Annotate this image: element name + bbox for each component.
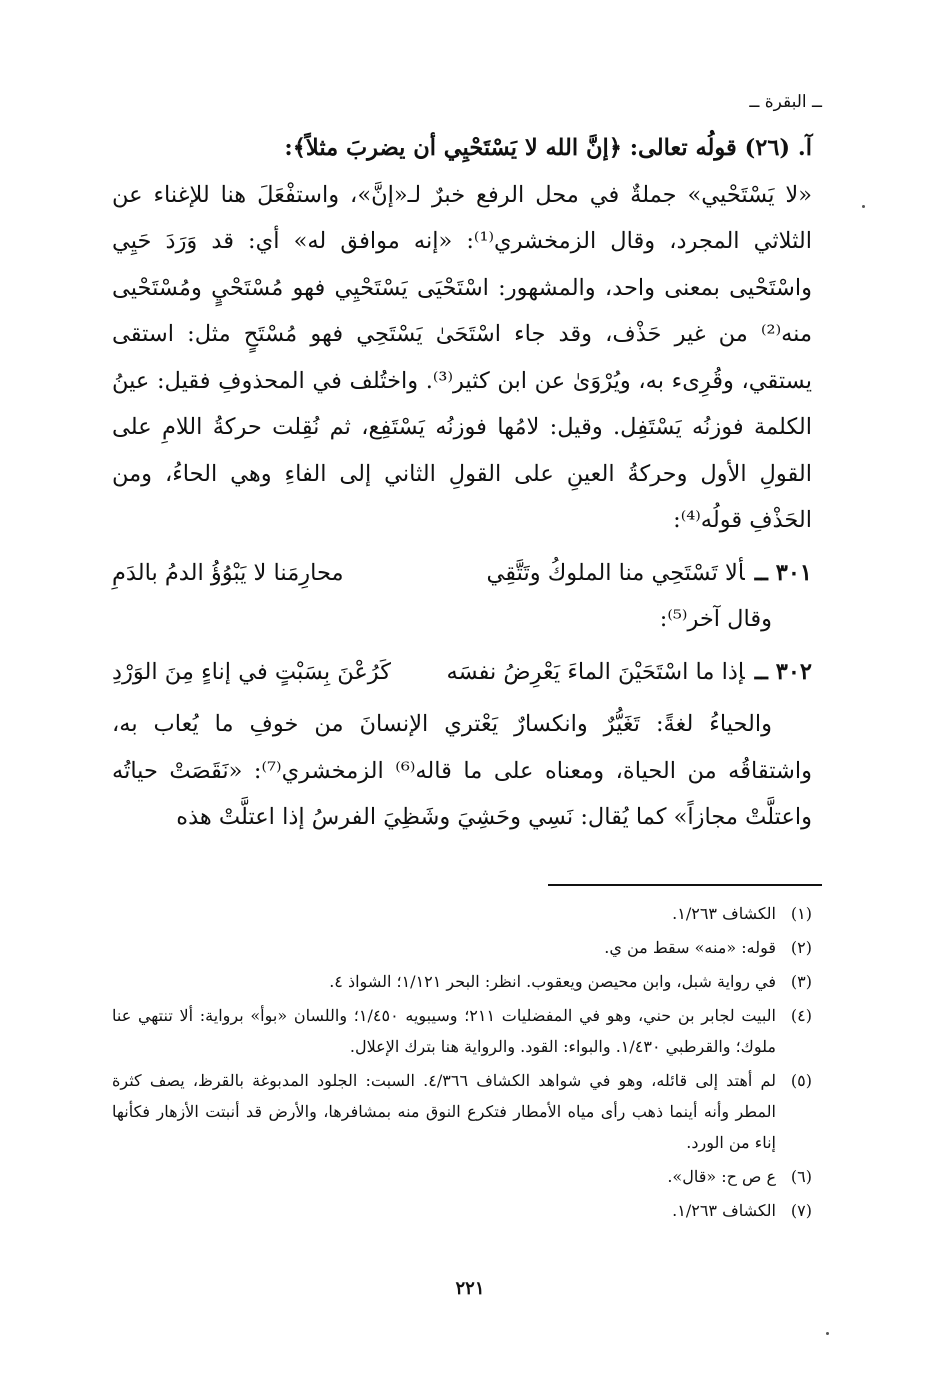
- main-text: [112, 125, 812, 841]
- footnote-separator: [548, 884, 822, 886]
- footnote-4: [112, 1000, 812, 1062]
- poem-301-second-hemistich: محارِمَنا لا يَبْوُؤُ الدمُ بالدَمِ: [112, 559, 344, 586]
- footnote-text: الكشاف ١/٢٦٣.: [672, 1201, 776, 1220]
- footnote-3: [112, 966, 812, 997]
- poem-302-hemi1-text: إذا ما اسْتَحَيْنَ الماءَ يَعْرِضُ نفسَه: [446, 658, 745, 685]
- footnote-text: البيت لجابر بن حني، وهو في المفضليات ٢١١؛ وسيبويه ١/٤٥٠؛ واللسان «بوأ» برواية: ألا تنتهي عنا ملوك؛ والقرطبي ١/٤٣٠. والبواء: القود. والرواية هنا بترك الإعلال.: [112, 1006, 777, 1056]
- page-number: ٢٢١: [455, 1278, 485, 1299]
- running-header: ــ البقرة ــ: [749, 92, 822, 112]
- verse-heading: آ. (٢٦) قولُه تعالى: ﴿إنَّ الله لا يَسْتَحْيِي أن يضربَ مثلاً﴾:: [284, 135, 812, 161]
- poem-301-number: ٣٠١ ــ: [754, 559, 812, 586]
- footnote-text: الكشاف ١/٢٦٣.: [672, 904, 776, 923]
- poem-301-first-hemistich: [487, 550, 812, 597]
- footnotes: [112, 898, 812, 1229]
- footnote-text: ع ص ح: «قال».: [667, 1167, 776, 1186]
- poem-intro-line: وقال آخر⁽⁵⁾:: [659, 606, 772, 632]
- poem-301-hemi1-text: ألا تَسْتَحِي منا الملوكُ وتَتَّقِي: [486, 559, 745, 586]
- footnote-number: (٦): [790, 1167, 812, 1186]
- paragraph-2: والحياءُ لغةً: تَغَيُّرٌ وانكسارٌ يَعْتري الإنسانَ من خوفِ ما يُعاب به، واشتقاقُه من الحياة، ومعناه على ما قاله⁽⁶⁾ الزمخشري⁽⁷⁾: «نَقَصَتْ حياتُه واعتلَّتْ مجازاً» كما يُقال: نَسِي وحَشِيَ وشَظِيَ الفرسُ إذا اعتلَّتْ هذه: [112, 711, 812, 830]
- footnote-number: (٢): [790, 938, 812, 957]
- footnote-6: [112, 1161, 812, 1192]
- footnote-5: [112, 1065, 812, 1158]
- footnote-number: (٥): [790, 1071, 812, 1090]
- poem-302-second-hemistich: كَرُعْنَ بِسَبْتٍ في إناءٍ مِنَ الوَرْدِ: [112, 658, 391, 685]
- poem-302-first-hemistich: [447, 649, 813, 696]
- scan-speck: [826, 1332, 829, 1335]
- footnote-1: [112, 898, 812, 929]
- footnote-2: [112, 932, 812, 963]
- footnote-text: قوله: «منه» سقط من ي.: [604, 938, 776, 957]
- footnote-number: (٤): [790, 1006, 812, 1025]
- footnote-text: لم أهتد إلى قائله، وهو في شواهد الكشاف ٤/٣٦٦. السبت: الجلود المدبوغة بالقرظ، يصف كثرة المطر وأنه أينما ذهب رأى مياه الأمطار فتكرع النوق منه بمشافرها، والأرض قد أنبتت الأزهار فكأنها إناء من الورد.: [112, 1071, 776, 1152]
- poem-line-302: [112, 649, 812, 696]
- paragraph-1: «لا يَسْتَحْيي» جملةٌ في محل الرفع خبرٌ لـ«إنَّ»، واستفْعَلَ هنا للإغناء عن الثلاثي المجرد، وقال الزمخشري⁽¹⁾: «إنه موافق له» أي: قد وَرَدَ حَيِي واسْتَحْيى بمعنى واحد، والمشهور: اسْتَحْيَى يَسْتَحْيِي فهو مُسْتَحْيٍ ومُسْتَحْيى منه⁽²⁾ من غير حَذْف، وقد جاء اسْتَحَىٰ يَسْتَحِي فهو مُسْتَحٍ مثل: استقى يستقي، وقُرِىء به، ويُرْوَىٰ عن ابن كثير⁽³⁾. واختُلف في المحذوفِ فقيل: عينُ الكلمة فوزنُه يَسْتَفِل. وقيل: لامُها فوزنُه يَسْتَفِع، ثم نُقِلت حركةُ اللامِ على القولِ الأول وحركةُ العينِ على القولِ الثاني إلى الفاءِ وهي الحاءُ، ومن الحَذْفِ قولُه⁽⁴⁾:: [112, 181, 813, 533]
- footnote-7: [112, 1195, 812, 1226]
- poem-line-301: [112, 550, 812, 597]
- poem-302-number: ٣٠٢ ــ: [754, 658, 812, 685]
- scan-speck: [862, 205, 865, 208]
- footnote-number: (٧): [790, 1201, 812, 1220]
- footnote-text: في رواية شبل، وابن محيصن ويعقوب. انظر: البحر ١/١٢١؛ الشواذ ٤.: [329, 972, 776, 991]
- footnote-number: (٣): [790, 972, 812, 991]
- footnote-number: (١): [790, 904, 812, 923]
